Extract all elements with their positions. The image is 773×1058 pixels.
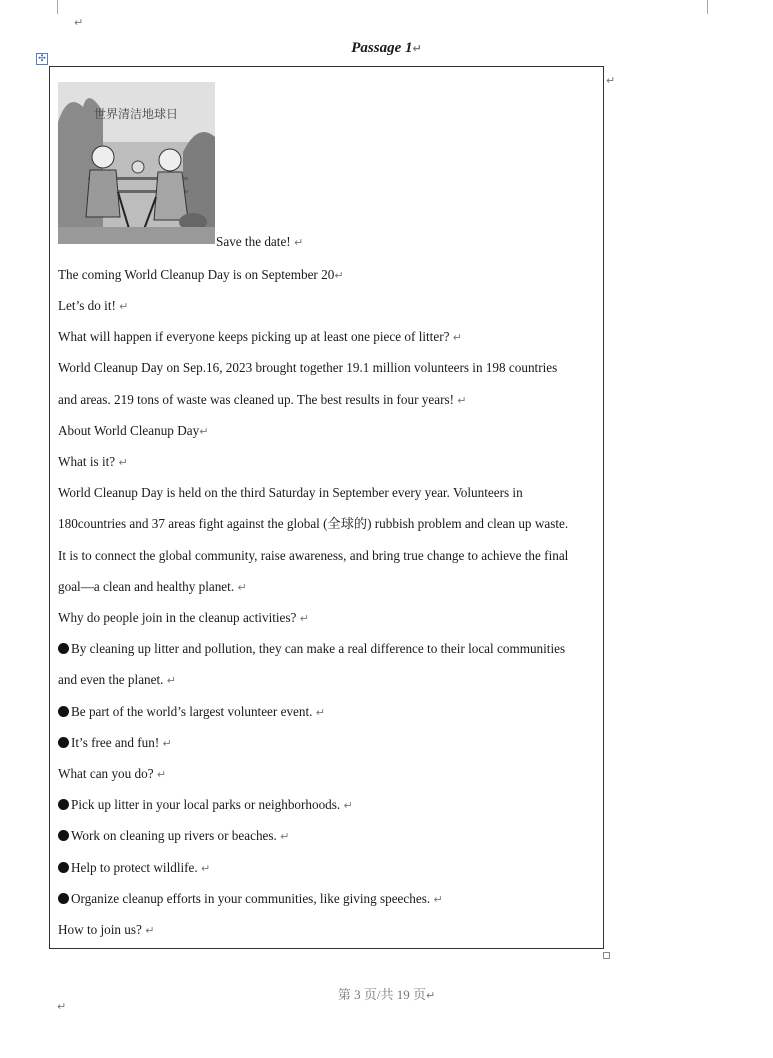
text-line-content: About World Cleanup Day (58, 423, 200, 438)
text-line-content: World Cleanup Day on Sep.16, 2023 brought together 19.1 million volunteers in 198 countries (58, 360, 558, 375)
paragraph-mark: ↵ (118, 456, 128, 469)
page-footer (0, 984, 773, 1003)
text-line (58, 516, 568, 532)
paragraph-mark: ↵ (199, 425, 209, 438)
text-line (58, 267, 344, 284)
paragraph-mark: ↵ (343, 799, 353, 812)
text-line-content: It is to connect the global community, raise awareness, and bring true change to achieve the final (58, 548, 569, 563)
bullet-icon (58, 893, 69, 904)
crop-mark-top-right (707, 0, 708, 14)
text-line-content: How to join us? (58, 922, 142, 937)
bullet-item (58, 735, 172, 752)
paragraph-mark: ↵ (237, 581, 247, 594)
crop-mark-top-left (57, 0, 58, 14)
illustration-banner-text: 世界清洁地球日 (94, 107, 179, 121)
paragraph-mark: ↵ (145, 924, 155, 937)
image-caption-text: Save the date! (216, 234, 291, 249)
text-line (58, 548, 568, 564)
bullet-item (58, 891, 443, 908)
paragraph-mark: ↵ (425, 989, 436, 1002)
text-line-content: Why do people join in the cleanup activities? (58, 610, 297, 625)
image-caption (216, 234, 303, 251)
text-line-content: Be part of the world’s largest volunteer event. (71, 704, 313, 719)
text-line-content: Help to protect wildlife. (71, 860, 198, 875)
paragraph-mark: ↵ (412, 42, 422, 55)
paragraph-mark: ↵ (334, 269, 344, 282)
bullet-icon (58, 830, 69, 841)
text-line-content: What can you do? (58, 766, 154, 781)
paragraph-mark: ↵ (74, 16, 84, 29)
text-line-content: The coming World Cleanup Day is on September 20 (58, 267, 335, 282)
section-heading (58, 423, 208, 440)
text-line (58, 360, 557, 376)
paragraph-mark: ↵ (433, 893, 443, 906)
text-line-content: goal—a clean and healthy planet. (58, 579, 235, 594)
paragraph-mark: ↵ (294, 236, 304, 249)
question-heading (58, 610, 309, 627)
text-line-content: and areas. 219 tons of waste was cleaned up. The best results in four years! (58, 392, 454, 407)
bullet-item (58, 641, 565, 657)
question-heading (58, 922, 154, 939)
paragraph-mark: ↵ (156, 768, 167, 781)
bullet-item (58, 860, 210, 877)
text-line (58, 298, 128, 315)
paragraph-mark: ↵ (299, 612, 309, 625)
text-line-content: What will happen if everyone keeps picking up at least one piece of litter? (58, 329, 450, 344)
page-number: 第 3 页/共 19 页 (337, 987, 426, 1002)
question-heading (58, 454, 128, 471)
question-heading (58, 766, 166, 783)
paragraph-mark: ↵ (452, 331, 462, 344)
text-line-content: World Cleanup Day is held on the third Saturday in September every year. Volunteers in (58, 485, 523, 500)
paragraph-mark: ↵ (315, 706, 325, 719)
bullet-item (58, 828, 289, 845)
bullet-icon (58, 737, 69, 748)
bullet-icon (58, 643, 69, 654)
text-line (58, 579, 247, 596)
paragraph-mark: ↵ (162, 737, 172, 750)
paragraph-mark: ↵ (57, 1000, 67, 1013)
paragraph-mark: ↵ (457, 394, 467, 407)
bullet-icon (58, 706, 69, 717)
bullet-item (58, 797, 353, 814)
text-line-content: What is it? (58, 454, 116, 469)
paragraph-mark: ↵ (201, 862, 211, 875)
text-line-content: Pick up litter in your local parks or neighborhoods. (71, 797, 341, 812)
text-line-content: and even the planet. (58, 672, 164, 687)
page-title (0, 40, 773, 57)
bullet-item (58, 704, 325, 721)
text-line-content: 180countries and 37 areas fight against the global (全球的) rubbish problem and clean up waste. (58, 516, 569, 531)
text-line-content: Organize cleanup efforts in your communities, like giving speeches. (71, 891, 431, 906)
text-line (58, 392, 467, 409)
text-line-content: By cleaning up litter and pollution, they can make a real difference to their local communities (71, 641, 566, 656)
text-line (58, 485, 523, 501)
text-line-content: Work on cleaning up rivers or beaches. (71, 828, 277, 843)
paragraph-mark: ↵ (119, 300, 129, 313)
table-resize-handle[interactable] (603, 952, 610, 959)
bullet-icon (58, 862, 69, 873)
page-title-text: Passage 1 (351, 40, 413, 56)
paragraph-mark: ↵ (166, 674, 176, 687)
paragraph-mark: ↵ (280, 830, 290, 843)
text-line (58, 329, 462, 346)
table-move-handle-icon[interactable]: ✣ (36, 53, 48, 65)
paragraph-mark: ↵ (606, 74, 616, 87)
bullet-icon (58, 799, 69, 810)
text-line-content: It’s free and fun! (71, 735, 160, 750)
text-line (58, 672, 176, 689)
text-line-content: Let’s do it! (58, 298, 116, 313)
cleanup-illustration (58, 82, 215, 244)
